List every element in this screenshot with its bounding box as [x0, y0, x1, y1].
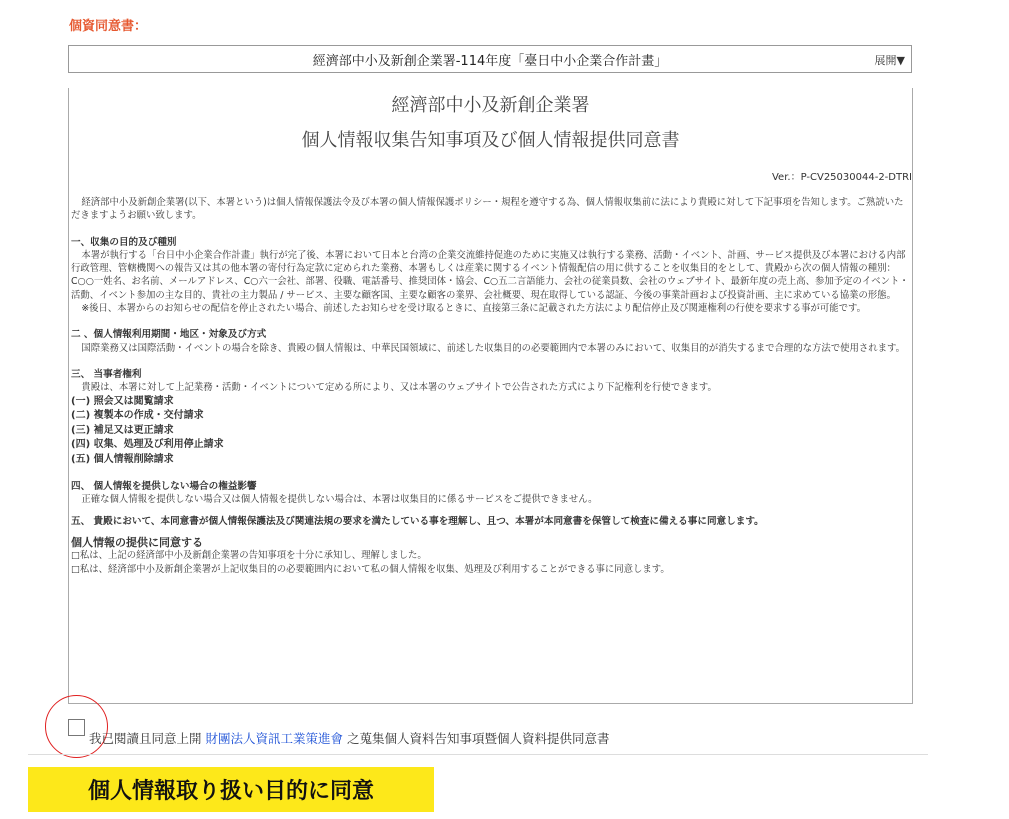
section-2-title: 二 、個人情報利用期間・地区・対象及び方式	[71, 329, 267, 341]
agree-suffix: 之蒐集個人資料告知事項暨個人資料提供同意書	[347, 731, 610, 746]
right-item: (五) 個人情報削除請求	[71, 453, 174, 465]
consent-item: □私は、経済部中小及新創企業署が上記収集目的の必要範囲内において私の個人情報を収集、処理及び利用することができる事に同意します。	[71, 563, 670, 575]
agree-checkbox[interactable]	[68, 719, 85, 736]
divider	[28, 754, 928, 755]
agree-prefix: 我已閱讀且同意上開	[89, 731, 202, 746]
section-1-title: 一、収集の目的及び種別	[71, 236, 177, 248]
section-4-title: 四、 個人情報を提供しない場合の権益影響	[71, 481, 257, 493]
document-body	[71, 196, 910, 576]
right-item: (三) 補足又は更正請求	[71, 424, 174, 436]
consent-item: □私は、上記の経済部中小及新創企業署の告知事項を十分に承知し、理解しました。	[71, 550, 427, 562]
section-3-body: 貴殿は、本署に対して上記業務・活動・イベントについて定める所により、又は本署のウェブサイトで公告された方式により下記権利を行使できます。	[81, 382, 717, 394]
document-version: Ver.：P-CV25030044-2-DTRI	[771, 172, 912, 183]
section-5-body: 五、 貴殿において、本同意書が個人情報保護法及び関連法規の要求を満たしている事を理解し、且つ、本署が本同意書を保管して検査に備える事に同意します。	[71, 515, 764, 527]
section-2-body: 国際業務又は国際活動・イベントの場合を除き、貴殿の個人情報は、中華民国領域に、前述した収集目的の必要範囲内で本署のみにおいて、収集目的が消失するまで合理的な方法で使用されます。	[81, 342, 906, 354]
right-item: (二) 複製本の作成・交付請求	[71, 410, 204, 422]
section-1-body: 本署が執行する「台日中小企業合作計畫」執行が完了後、本署において日本と台湾の企業交流維持促進のために実施又は執行する業務、活動・イベント、計画、サービス提供及び本署における内部行政管理、管轄機関への報告又は其の他本署の寄付行為定款に定められた業務、本署もしくは産業に関するイベント情報配信の用に供することを収集目的をとして、貴殿から次の個人情報の種別：C○○一姓名、お名前、メールアドレス、C○六一会社、部署、役職、電話番号、推奨団体・協会、C○五二言語能力、会社の従業員数、会社のウェブサイト、最新年度の売上高、参加予定のイベント・活動、イベント参加の主な目的、貴社の主力製品 / サービス、主要な顧客国、主要な顧客の業界、会社概要、現在取得している認証、今後の事業計画および投資計画、主に求めている協業の形態。	[71, 249, 909, 301]
expand-toggle[interactable]: 展開▼	[874, 54, 905, 67]
consent-collapse-bar[interactable]	[68, 45, 912, 73]
intro-paragraph: 経済部中小及新創企業署(以下、本署という)は個人情報保護法令及び本署の個人情報保護ポリシー・規程を遵守する為、個人情報収集前に法により貴殿に対して下記事項を告知します。ご熟読いただきますようお願い致します。	[71, 197, 904, 222]
iii-link[interactable]: 財團法人資訊工業策進會	[205, 731, 344, 746]
consent-section-label: 個資同意書：	[69, 19, 148, 34]
document-title: 經濟部中小及新創企業署	[391, 95, 590, 116]
document-subtitle: 個人情報収集告知事項及び個人情報提供同意書	[301, 130, 680, 151]
section-1-note: ※後日、本署からのお知らせの配信を停止されたい場合、前述したお知らせを受け取るときに、直接第三条に記載された方法により配信停止及び関連権利の行使を要求する事が可能です。	[81, 303, 867, 315]
section-3-title: 三、 当事者権利	[71, 368, 142, 380]
agree-statement	[89, 729, 610, 747]
annotation-banner: 個人情報取り扱い目的に同意	[28, 767, 434, 812]
right-item: (四) 収集、処理及び利用停止請求	[71, 439, 224, 451]
section-4-body: 正確な個人情報を提供しない場合又は個人情報を提供しない場合は、本署は収集目的に係るサービスをご提供できません。	[81, 494, 598, 506]
right-item: (一) 照会又は閲覧請求	[71, 395, 174, 407]
consent-document-panel[interactable]	[68, 88, 913, 704]
collapse-bar-title: 經濟部中小及新創企業署-114年度「臺日中小企業合作計畫」	[312, 53, 668, 69]
consent-title: 個人情報の提供に同意する	[71, 535, 203, 549]
